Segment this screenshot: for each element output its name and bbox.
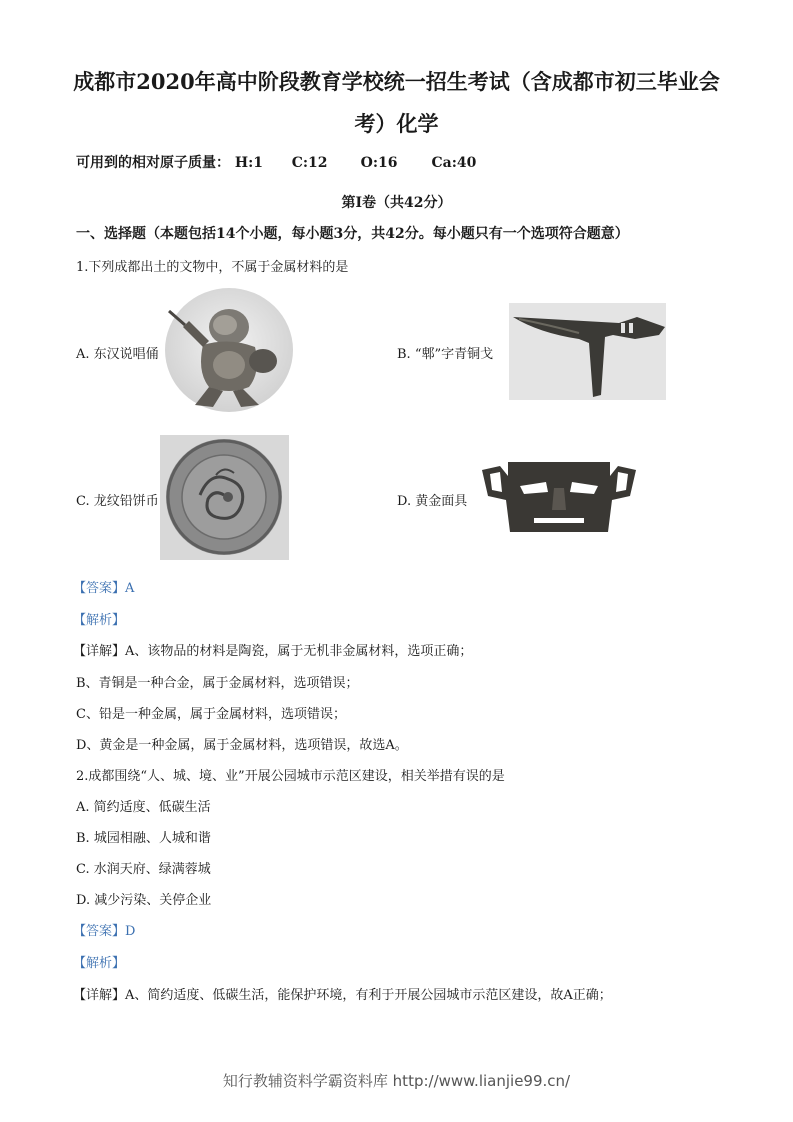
- q1-detail-line: C、铅是一种金属，属于金属材料，选项错误；: [76, 707, 346, 722]
- atomic-mass-ca: Ca:40: [431, 155, 477, 171]
- q1-option-b: B. “郫”字青铜戈: [397, 347, 494, 362]
- atomic-mass-c: C:12: [291, 155, 328, 171]
- q1-option-c-coin-image: [160, 435, 289, 560]
- q2-answer: 【答案】D: [73, 924, 136, 939]
- page-title-line-1: 成都市2020年高中阶段教育学校统一招生考试（含成都市初三毕业会: [73, 69, 720, 94]
- atomic-mass-label: 可用到的相对原子质量：: [76, 155, 230, 171]
- q2-analysis-label: 【解析】: [73, 956, 126, 971]
- q1-option-b-bronze-dagger-axe-image: [509, 303, 666, 400]
- q2-option-b: B. 城园相融、人城和谐: [76, 831, 211, 846]
- q2-detail-line: 【详解】A、简约适度、低碳生活，能保护环境，有利于开展公园城市示范区建设，故A正确；: [73, 988, 612, 1003]
- q1-detail-line: D、黄金是一种金属，属于金属材料，选项错误，故选A。: [76, 738, 408, 753]
- q1-option-c: C. 龙纹铅饼币: [76, 494, 159, 509]
- q1-stem: 1.下列成都出土的文物中，不属于金属材料的是: [76, 260, 349, 275]
- atomic-mass-h: H:1: [234, 155, 264, 171]
- q1-detail-line: B、青铜是一种合金，属于金属材料，选项错误；: [76, 676, 359, 691]
- q1-option-d-gold-mask-image: [478, 452, 640, 546]
- q2-option-a: A. 简约适度、低碳生活: [76, 800, 211, 815]
- q2-option-d: D. 减少污染、关停企业: [76, 893, 212, 908]
- q1-detail-line: 【详解】A、该物品的材料是陶瓷，属于无机非金属材料，选项正确；: [73, 644, 473, 659]
- atomic-mass-row: [76, 152, 476, 172]
- q2-stem: 2.成都围绕“人、城、境、业”开展公园城市示范区建设，相关举措有误的是: [76, 769, 505, 784]
- footer-watermark-link[interactable]: 知行教辅资料学霸资料库 http://www.lianjie99.cn/: [222, 1072, 571, 1090]
- q1-answer: [73, 577, 134, 596]
- q2-option-c: C. 水润天府、绿满蓉城: [76, 862, 211, 877]
- q1-option-d: D. 黄金面具: [397, 494, 468, 509]
- q1-analysis-label: 【解析】: [73, 613, 126, 628]
- section-heading: 第Ⅰ卷（共42分）: [341, 195, 452, 211]
- q1-option-a-figurine-image: [163, 287, 295, 414]
- q1-option-a: A. 东汉说唱俑: [76, 347, 159, 362]
- part-heading: 一、选择题（本题包括14个小题，每小题3分，共42分。每小题只有一个选项符合题意）: [76, 226, 629, 242]
- page-title-line-2: 考）化学: [354, 111, 439, 136]
- atomic-mass-o: O:16: [360, 155, 398, 171]
- q1-answer-text: 【答案】A: [73, 581, 135, 596]
